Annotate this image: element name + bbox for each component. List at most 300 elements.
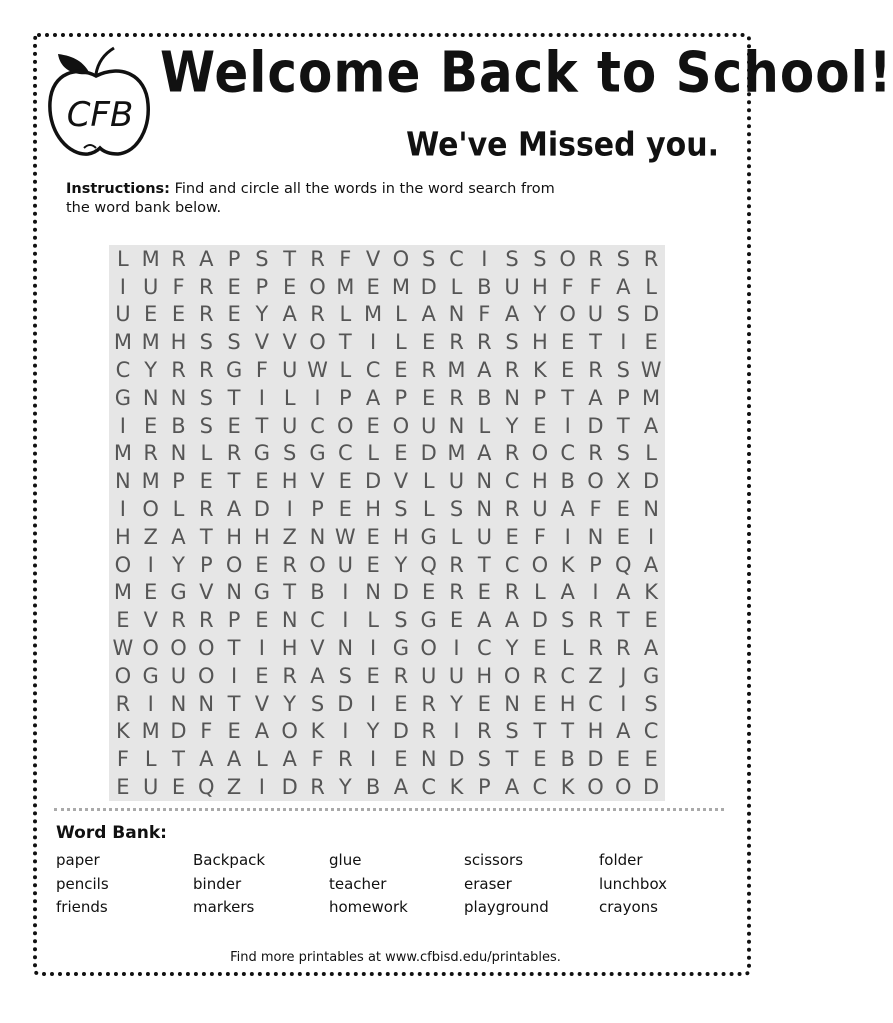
grid-letter[interactable]: P — [589, 552, 602, 577]
grid-letter[interactable]: M — [141, 330, 160, 355]
grid-letter[interactable]: S — [477, 747, 491, 772]
grid-letter[interactable]: R — [393, 663, 409, 688]
grid-letter[interactable]: N — [170, 385, 187, 410]
grid-letter[interactable]: R — [421, 358, 436, 383]
grid-letter[interactable]: O — [281, 719, 298, 744]
grid-letter[interactable]: I — [369, 747, 377, 772]
grid-letter[interactable]: R — [198, 608, 214, 633]
grid-letter[interactable]: F — [255, 358, 268, 383]
grid-letter[interactable]: I — [230, 663, 238, 688]
grid-letter[interactable]: R — [449, 330, 464, 355]
grid-letter[interactable]: L — [367, 608, 379, 633]
grid-letter[interactable]: R — [588, 358, 603, 383]
grid-letter[interactable]: S — [616, 441, 630, 466]
grid-letter[interactable]: I — [258, 385, 265, 410]
grid-letter[interactable]: E — [116, 608, 130, 633]
grid-letter[interactable]: R — [198, 358, 214, 383]
grid-letter[interactable]: I — [453, 636, 460, 661]
grid-letter[interactable]: M — [113, 580, 132, 605]
grid-letter[interactable]: K — [310, 719, 325, 744]
grid-letter[interactable]: N — [476, 497, 493, 522]
grid-letter[interactable]: B — [560, 747, 575, 772]
grid-letter[interactable]: R — [588, 441, 603, 466]
grid-letter[interactable]: N — [476, 469, 493, 494]
grid-letter[interactable]: R — [449, 552, 464, 577]
grid-letter[interactable]: I — [647, 524, 655, 549]
grid-letter[interactable]: L — [645, 274, 657, 299]
grid-letter[interactable]: O — [225, 552, 243, 577]
grid-letter[interactable]: E — [561, 358, 575, 383]
grid-letter[interactable]: A — [199, 246, 214, 271]
grid-letter[interactable]: V — [254, 691, 270, 716]
grid-letter[interactable]: P — [255, 274, 269, 299]
grid-letter[interactable]: I — [258, 775, 265, 800]
grid-letter[interactable]: E — [533, 691, 547, 716]
grid-letter[interactable]: O — [114, 663, 132, 688]
grid-letter[interactable]: H — [559, 691, 576, 716]
grid-letter[interactable]: E — [616, 524, 630, 549]
grid-letter[interactable]: C — [532, 775, 548, 800]
grid-letter[interactable]: A — [171, 524, 186, 549]
grid-letter[interactable]: B — [310, 580, 325, 605]
grid-letter[interactable]: J — [620, 663, 627, 688]
grid-letter[interactable]: D — [448, 747, 465, 772]
grid-letter[interactable]: L — [422, 497, 435, 522]
grid-letter[interactable]: A — [282, 747, 297, 772]
grid-letter[interactable]: Y — [172, 552, 185, 577]
grid-letter[interactable]: R — [226, 441, 242, 466]
grid-letter[interactable]: M — [642, 385, 661, 410]
grid-letter[interactable]: U — [143, 775, 159, 800]
grid-letter[interactable]: B — [560, 469, 575, 494]
grid-letter[interactable]: V — [393, 469, 409, 494]
grid-letter[interactable]: O — [198, 636, 215, 661]
grid-letter[interactable]: M — [113, 441, 132, 466]
grid-letter[interactable]: R — [615, 636, 631, 661]
grid-letter[interactable]: T — [255, 413, 269, 438]
grid-letter[interactable]: W — [112, 636, 134, 661]
grid-letter[interactable]: Z — [143, 524, 158, 549]
grid-letter[interactable]: C — [560, 441, 576, 466]
grid-letter[interactable]: N — [365, 580, 381, 605]
grid-letter[interactable]: A — [504, 302, 520, 327]
grid-letter[interactable]: E — [227, 302, 241, 327]
grid-letter[interactable]: A — [254, 719, 270, 744]
grid-letter[interactable]: F — [116, 747, 129, 772]
grid-letter[interactable]: Y — [144, 358, 158, 383]
grid-letter[interactable]: L — [395, 302, 407, 327]
grid-letter[interactable]: H — [531, 469, 548, 494]
grid-letter[interactable]: T — [589, 330, 602, 355]
grid-letter[interactable]: O — [309, 274, 326, 299]
grid-letter[interactable]: L — [117, 246, 129, 271]
grid-letter[interactable]: E — [338, 469, 352, 494]
grid-letter[interactable]: Y — [450, 691, 463, 716]
grid-letter[interactable]: A — [616, 274, 631, 299]
grid-letter[interactable]: O — [559, 246, 576, 271]
grid-letter[interactable]: E — [505, 524, 519, 549]
grid-letter[interactable]: S — [616, 358, 630, 383]
grid-letter[interactable]: O — [559, 302, 576, 327]
grid-letter[interactable]: T — [283, 580, 297, 605]
grid-letter[interactable]: E — [616, 497, 630, 522]
grid-letter[interactable]: V — [199, 580, 214, 605]
grid-letter[interactable]: L — [172, 497, 185, 522]
grid-letter[interactable]: E — [366, 524, 380, 549]
grid-letter[interactable]: P — [227, 246, 241, 271]
grid-letter[interactable]: S — [505, 246, 519, 271]
grid-letter[interactable]: A — [421, 302, 436, 327]
grid-letter[interactable]: R — [504, 580, 520, 605]
grid-letter[interactable]: B — [171, 413, 186, 438]
grid-letter[interactable]: G — [392, 636, 410, 661]
grid-letter[interactable]: T — [338, 330, 352, 355]
grid-letter[interactable]: H — [281, 636, 298, 661]
grid-letter[interactable]: E — [422, 580, 436, 605]
grid-letter[interactable]: I — [453, 719, 460, 744]
grid-letter[interactable]: F — [478, 302, 491, 327]
grid-letter[interactable]: L — [339, 302, 352, 327]
grid-letter[interactable]: C — [476, 636, 492, 661]
grid-letter[interactable]: E — [533, 636, 547, 661]
grid-letter[interactable]: Q — [198, 775, 215, 800]
grid-letter[interactable]: N — [448, 302, 465, 327]
grid-letter[interactable]: K — [644, 580, 658, 605]
grid-letter[interactable]: T — [561, 385, 575, 410]
grid-letter[interactable]: D — [643, 469, 660, 494]
grid-letter[interactable]: E — [477, 580, 491, 605]
grid-letter[interactable]: C — [643, 719, 659, 744]
grid-letter[interactable]: R — [504, 497, 520, 522]
grid-letter[interactable]: D — [253, 497, 270, 522]
grid-letter[interactable]: L — [256, 747, 268, 772]
grid-letter[interactable]: T — [227, 385, 241, 410]
grid-letter[interactable]: D — [170, 719, 187, 744]
grid-letter[interactable]: I — [286, 497, 293, 522]
grid-letter[interactable]: H — [476, 663, 493, 688]
grid-letter[interactable]: I — [147, 552, 154, 577]
grid-letter[interactable]: E — [644, 608, 658, 633]
grid-letter[interactable]: U — [282, 413, 298, 438]
grid-letter[interactable]: I — [342, 580, 349, 605]
grid-letter[interactable]: G — [420, 524, 437, 549]
grid-letter[interactable]: K — [116, 719, 130, 744]
grid-letter[interactable]: I — [369, 691, 377, 716]
grid-letter[interactable]: R — [282, 663, 297, 688]
grid-letter[interactable]: R — [310, 775, 325, 800]
grid-letter[interactable]: R — [198, 274, 214, 299]
grid-letter[interactable]: T — [199, 524, 213, 549]
grid-letter[interactable]: O — [309, 552, 326, 577]
grid-letter[interactable]: E — [422, 385, 436, 410]
grid-letter[interactable]: R — [282, 552, 297, 577]
grid-letter[interactable]: E — [422, 330, 436, 355]
grid-letter[interactable]: U — [170, 663, 187, 688]
grid-letter[interactable]: U — [587, 302, 604, 327]
grid-letter[interactable]: F — [589, 274, 602, 299]
grid-letter[interactable]: O — [198, 663, 215, 688]
grid-letter[interactable]: O — [587, 775, 604, 800]
grid-letter[interactable]: E — [533, 747, 547, 772]
grid-letter[interactable]: I — [369, 636, 377, 661]
grid-letter[interactable]: S — [338, 663, 352, 688]
grid-letter[interactable]: M — [141, 719, 160, 744]
grid-letter[interactable]: H — [170, 330, 187, 355]
grid-letter[interactable]: N — [643, 497, 659, 522]
grid-letter[interactable]: E — [616, 747, 630, 772]
grid-letter[interactable]: O — [337, 413, 354, 438]
grid-letter[interactable]: D — [337, 691, 354, 716]
grid-letter[interactable]: U — [504, 274, 520, 299]
grid-letter[interactable]: C — [421, 775, 437, 800]
grid-letter[interactable]: E — [116, 775, 130, 800]
grid-letter[interactable]: C — [588, 691, 603, 716]
grid-letter[interactable]: R — [171, 358, 186, 383]
grid-letter[interactable]: E — [227, 274, 241, 299]
grid-letter[interactable]: U — [337, 552, 353, 577]
grid-letter[interactable]: E — [366, 663, 380, 688]
grid-letter[interactable]: E — [283, 274, 297, 299]
grid-letter[interactable]: E — [644, 330, 658, 355]
grid-letter[interactable]: E — [255, 552, 269, 577]
grid-letter[interactable]: R — [421, 691, 436, 716]
grid-letter[interactable]: S — [505, 719, 519, 744]
grid-letter[interactable]: P — [477, 775, 491, 800]
grid-letter[interactable]: D — [420, 441, 437, 466]
grid-letter[interactable]: A — [616, 580, 631, 605]
grid-letter[interactable]: E — [644, 747, 658, 772]
grid-letter[interactable]: H — [226, 524, 242, 549]
grid-letter[interactable]: E — [255, 663, 269, 688]
grid-letter[interactable]: G — [142, 663, 159, 688]
grid-letter[interactable]: L — [367, 441, 379, 466]
grid-letter[interactable]: M — [391, 274, 410, 299]
grid-letter[interactable]: F — [533, 524, 546, 549]
grid-letter[interactable]: H — [531, 330, 548, 355]
grid-letter[interactable]: E — [199, 469, 213, 494]
grid-letter[interactable]: A — [477, 608, 492, 633]
grid-letter[interactable]: P — [394, 385, 408, 410]
grid-letter[interactable]: B — [477, 385, 492, 410]
grid-letter[interactable]: U — [448, 469, 465, 494]
grid-letter[interactable]: U — [282, 358, 298, 383]
grid-letter[interactable]: N — [504, 385, 520, 410]
grid-letter[interactable]: S — [199, 385, 213, 410]
grid-letter[interactable]: F — [172, 274, 185, 299]
grid-letter[interactable]: A — [310, 663, 325, 688]
grid-letter[interactable]: S — [310, 691, 325, 716]
grid-letter[interactable]: H — [253, 524, 270, 549]
grid-letter[interactable]: C — [115, 358, 131, 383]
grid-letter[interactable]: U — [476, 524, 492, 549]
grid-letter[interactable]: U — [421, 663, 437, 688]
grid-letter[interactable]: T — [561, 719, 575, 744]
grid-letter[interactable]: A — [588, 385, 603, 410]
grid-letter[interactable]: S — [616, 302, 630, 327]
grid-letter[interactable]: Y — [394, 552, 408, 577]
grid-letter[interactable]: Q — [420, 552, 437, 577]
grid-letter[interactable]: I — [258, 636, 265, 661]
grid-letter[interactable]: S — [644, 691, 658, 716]
grid-letter[interactable]: S — [533, 246, 547, 271]
grid-letter[interactable]: V — [254, 330, 270, 355]
grid-letter[interactable]: H — [392, 524, 409, 549]
grid-letter[interactable]: N — [115, 469, 131, 494]
grid-letter[interactable]: C — [310, 608, 325, 633]
grid-letter[interactable]: P — [616, 385, 630, 410]
grid-letter[interactable]: U — [532, 497, 548, 522]
grid-letter[interactable]: R — [476, 719, 492, 744]
grid-letter[interactable]: I — [592, 580, 599, 605]
grid-letter[interactable]: H — [115, 524, 131, 549]
grid-letter[interactable]: R — [421, 719, 436, 744]
grid-letter[interactable]: C — [310, 413, 325, 438]
grid-letter[interactable]: E — [561, 330, 575, 355]
grid-letter[interactable]: E — [171, 775, 186, 800]
grid-letter[interactable]: A — [643, 552, 659, 577]
grid-letter[interactable]: F — [561, 274, 574, 299]
grid-letter[interactable]: R — [449, 580, 464, 605]
grid-letter[interactable]: M — [447, 441, 466, 466]
grid-letter[interactable]: Y — [283, 691, 297, 716]
grid-letter[interactable]: K — [560, 552, 575, 577]
grid-letter[interactable]: V — [365, 246, 381, 271]
grid-letter[interactable]: E — [394, 358, 408, 383]
grid-letter[interactable]: D — [392, 580, 409, 605]
grid-letter[interactable]: N — [281, 608, 298, 633]
grid-letter[interactable]: S — [394, 608, 408, 633]
grid-letter[interactable]: I — [342, 608, 349, 633]
grid-letter[interactable]: G — [642, 663, 660, 688]
grid-letter[interactable]: R — [310, 302, 325, 327]
grid-letter[interactable]: V — [143, 608, 158, 633]
grid-letter[interactable]: D — [420, 274, 437, 299]
grid-letter[interactable]: E — [144, 580, 158, 605]
grid-letter[interactable]: I — [342, 719, 349, 744]
grid-letter[interactable]: R — [198, 497, 214, 522]
grid-letter[interactable]: T — [616, 608, 630, 633]
grid-letter[interactable]: T — [505, 747, 519, 772]
grid-letter[interactable]: S — [505, 330, 519, 355]
grid-letter[interactable]: G — [170, 580, 187, 605]
grid-letter[interactable]: N — [170, 691, 187, 716]
grid-letter[interactable]: C — [504, 469, 520, 494]
grid-letter[interactable]: E — [366, 552, 380, 577]
grid-letter[interactable]: E — [394, 441, 408, 466]
grid-letter[interactable]: G — [420, 608, 437, 633]
grid-letter[interactable]: B — [365, 775, 381, 800]
grid-letter[interactable]: H — [365, 497, 381, 522]
grid-letter[interactable]: O — [587, 469, 604, 494]
grid-letter[interactable]: L — [645, 441, 657, 466]
grid-letter[interactable]: D — [281, 775, 298, 800]
grid-letter[interactable]: A — [560, 497, 575, 522]
grid-letter[interactable]: O — [114, 552, 132, 577]
grid-letter[interactable]: D — [643, 775, 660, 800]
grid-letter[interactable]: P — [227, 608, 241, 633]
grid-letter[interactable]: P — [311, 497, 324, 522]
grid-letter[interactable]: I — [119, 497, 126, 522]
grid-letter[interactable]: E — [394, 691, 408, 716]
grid-letter[interactable]: O — [392, 246, 410, 271]
grid-letter[interactable]: A — [199, 747, 214, 772]
grid-letter[interactable]: S — [394, 497, 408, 522]
grid-letter[interactable]: L — [422, 469, 435, 494]
grid-letter[interactable]: L — [339, 358, 352, 383]
grid-letter[interactable]: E — [255, 469, 269, 494]
grid-letter[interactable]: U — [421, 413, 437, 438]
grid-letter[interactable]: S — [449, 497, 464, 522]
grid-letter[interactable]: O — [142, 497, 159, 522]
grid-letter[interactable]: A — [477, 441, 492, 466]
grid-letter[interactable]: D — [365, 469, 382, 494]
grid-letter[interactable]: P — [533, 385, 547, 410]
grid-letter[interactable]: P — [338, 385, 352, 410]
grid-letter[interactable]: R — [643, 246, 659, 271]
grid-letter[interactable]: T — [533, 719, 547, 744]
grid-letter[interactable]: V — [282, 330, 297, 355]
grid-letter[interactable]: F — [311, 747, 324, 772]
grid-letter[interactable]: G — [309, 441, 326, 466]
grid-letter[interactable]: P — [172, 469, 185, 494]
grid-letter[interactable]: E — [144, 302, 158, 327]
grid-letter[interactable]: S — [422, 246, 436, 271]
grid-letter[interactable]: B — [477, 274, 492, 299]
grid-letter[interactable]: L — [534, 580, 546, 605]
grid-letter[interactable]: W — [307, 358, 328, 383]
grid-letter[interactable]: Q — [615, 552, 632, 577]
grid-letter[interactable]: I — [369, 330, 377, 355]
grid-letter[interactable]: R — [476, 330, 492, 355]
grid-letter[interactable]: A — [616, 719, 631, 744]
grid-letter[interactable]: O — [420, 636, 437, 661]
grid-letter[interactable]: I — [564, 524, 571, 549]
grid-letter[interactable]: R — [171, 608, 186, 633]
grid-letter[interactable]: T — [227, 691, 241, 716]
grid-letter[interactable]: W — [640, 358, 662, 383]
grid-letter[interactable]: L — [478, 413, 491, 438]
grid-letter[interactable]: Z — [588, 663, 603, 688]
grid-letter[interactable]: E — [255, 608, 269, 633]
grid-letter[interactable]: L — [450, 524, 463, 549]
grid-letter[interactable]: N — [226, 580, 242, 605]
grid-letter[interactable]: U — [115, 302, 131, 327]
grid-letter[interactable]: C — [504, 552, 520, 577]
grid-letter[interactable]: I — [620, 691, 627, 716]
grid-letter[interactable]: S — [283, 441, 297, 466]
grid-letter[interactable]: A — [560, 580, 575, 605]
grid-letter[interactable]: L — [561, 636, 574, 661]
grid-letter[interactable]: O — [531, 552, 549, 577]
grid-letter[interactable]: H — [587, 719, 604, 744]
grid-letter[interactable]: O — [309, 330, 326, 355]
grid-letter[interactable]: H — [531, 274, 548, 299]
grid-letter[interactable]: I — [119, 413, 126, 438]
grid-letter[interactable]: C — [337, 441, 353, 466]
grid-letter[interactable]: O — [170, 636, 187, 661]
grid-letter[interactable]: L — [144, 747, 157, 772]
grid-letter[interactable]: Y — [505, 636, 519, 661]
grid-letter[interactable]: I — [564, 413, 571, 438]
grid-letter[interactable]: T — [283, 246, 297, 271]
grid-letter[interactable]: S — [616, 246, 630, 271]
grid-letter[interactable]: K — [449, 775, 464, 800]
grid-letter[interactable]: R — [337, 747, 353, 772]
grid-letter[interactable]: G — [253, 580, 271, 605]
grid-letter[interactable]: M — [141, 469, 160, 494]
grid-letter[interactable]: R — [143, 441, 158, 466]
grid-letter[interactable]: Y — [366, 719, 380, 744]
